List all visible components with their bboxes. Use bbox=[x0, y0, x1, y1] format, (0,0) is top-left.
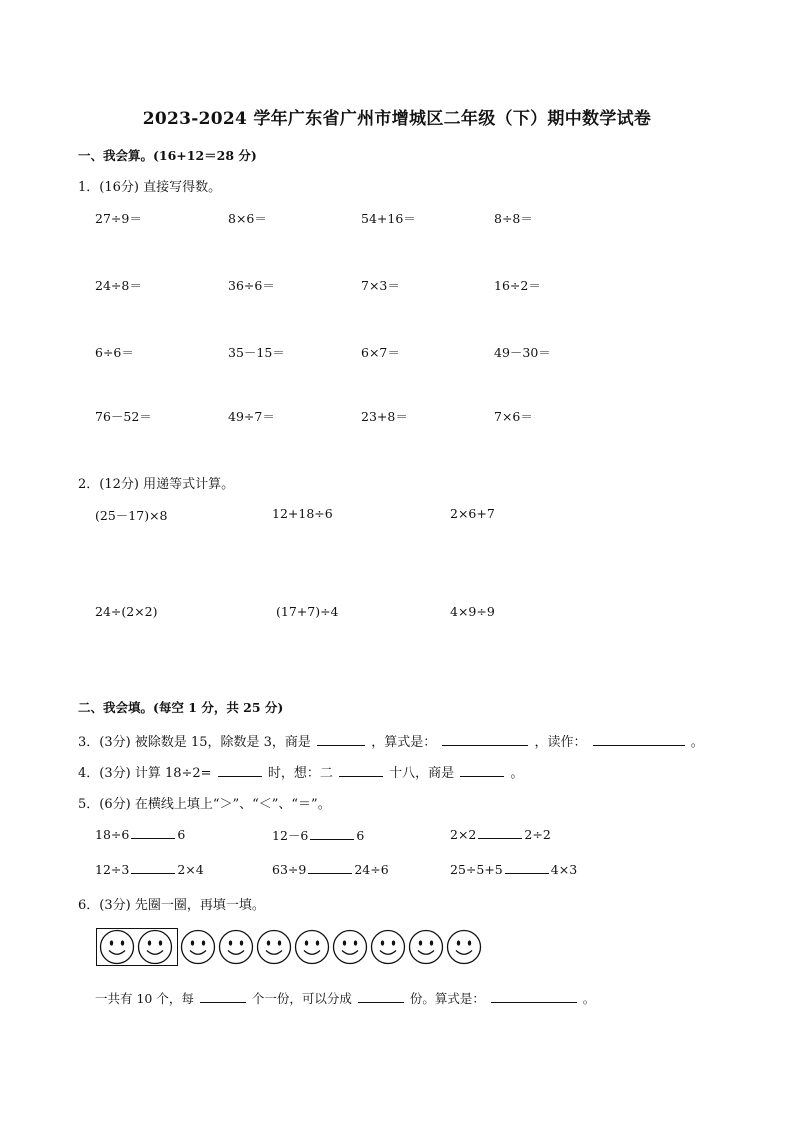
smiley-faces-row bbox=[96, 926, 484, 968]
q1-item: 36÷6＝ bbox=[228, 278, 275, 293]
q1-item: 49÷7＝ bbox=[228, 409, 275, 424]
smiley-face-icon[interactable] bbox=[99, 929, 135, 965]
smiley-face-icon[interactable] bbox=[408, 929, 444, 965]
question-3 bbox=[78, 731, 704, 750]
question-4 bbox=[78, 762, 523, 781]
q5-right: 24÷6 bbox=[354, 862, 389, 877]
q1-item: 7×3＝ bbox=[361, 278, 400, 293]
q2-item: (17+7)÷4 bbox=[276, 604, 339, 619]
q6-answer-blank[interactable] bbox=[200, 990, 246, 1003]
q6-text-b: 个一份，可以分成 bbox=[251, 991, 352, 1006]
q2-item: 2×6+7 bbox=[450, 506, 495, 521]
q3-answer-blank[interactable] bbox=[442, 733, 528, 746]
q1-item: 8×6＝ bbox=[228, 211, 267, 226]
q4-answer-blank[interactable] bbox=[339, 764, 383, 777]
smiley-face-icon[interactable] bbox=[137, 929, 173, 965]
q1-item: 76－52＝ bbox=[95, 409, 152, 424]
q4-answer-blank[interactable] bbox=[460, 764, 504, 777]
q3-text-d: 。 bbox=[690, 735, 704, 750]
q4-text-d: 。 bbox=[510, 766, 524, 781]
q1-item: 6÷6＝ bbox=[95, 345, 134, 360]
smiley-face-icon[interactable] bbox=[218, 929, 254, 965]
q5-compare-item bbox=[272, 826, 364, 844]
q6-text-a: 一共有 10 个，每 bbox=[95, 991, 194, 1006]
q1-item: 54+16＝ bbox=[361, 211, 416, 226]
q5-answer-blank[interactable] bbox=[505, 861, 549, 874]
q5-right: 2÷2 bbox=[524, 827, 551, 842]
question-1-prompt: 1．(16分) 直接写得数。 bbox=[78, 180, 222, 195]
q5-compare-item bbox=[450, 861, 577, 877]
q5-left: 63÷9 bbox=[272, 862, 307, 877]
section-1-heading: 一、我会算。(16+12＝28 分) bbox=[78, 148, 257, 163]
q5-right: 4×3 bbox=[550, 862, 578, 877]
q5-right: 6 bbox=[356, 828, 365, 843]
q5-right: 2×4 bbox=[177, 862, 204, 877]
q2-item: 4×9÷9 bbox=[450, 604, 495, 619]
question-2-prompt: 2．(12分) 用递等式计算。 bbox=[78, 477, 235, 492]
q5-compare-item bbox=[272, 861, 389, 877]
q3-text-c: ，读作： bbox=[534, 735, 587, 750]
q4-text-a: 4．(3分) 计算 18÷2= bbox=[78, 766, 212, 781]
q2-item: 24÷(2×2) bbox=[95, 604, 158, 619]
smiley-face-icon[interactable] bbox=[180, 929, 216, 965]
q5-left: 2×2 bbox=[450, 827, 477, 842]
q1-item: 16÷2＝ bbox=[494, 278, 541, 293]
q5-right: 6 bbox=[177, 827, 186, 842]
q3-answer-blank[interactable] bbox=[317, 733, 365, 746]
q5-left: 18÷6 bbox=[95, 827, 130, 842]
q1-item: 23+8＝ bbox=[361, 409, 408, 424]
smiley-face-icon[interactable] bbox=[294, 929, 330, 965]
question-6-fill bbox=[95, 989, 595, 1007]
q4-answer-blank[interactable] bbox=[218, 764, 262, 777]
q5-answer-blank[interactable] bbox=[308, 861, 352, 874]
circled-group-box bbox=[96, 928, 178, 966]
q1-item: 7×6＝ bbox=[494, 409, 533, 424]
q5-compare-item bbox=[450, 826, 551, 842]
q5-compare-item bbox=[95, 861, 204, 877]
smiley-face-icon[interactable] bbox=[370, 929, 406, 965]
q1-item: 35－15＝ bbox=[228, 345, 285, 360]
q2-item: (25－17)×8 bbox=[95, 508, 168, 523]
smiley-face-icon[interactable] bbox=[256, 929, 292, 965]
q5-answer-blank[interactable] bbox=[310, 827, 354, 840]
q6-answer-blank[interactable] bbox=[491, 990, 577, 1003]
section-2-heading: 二、我会填。(每空 1 分，共 25 分) bbox=[78, 700, 284, 715]
q3-text-b: ，算式是： bbox=[371, 735, 437, 750]
q1-item: 24÷8＝ bbox=[95, 278, 142, 293]
q1-item: 49－30＝ bbox=[494, 345, 551, 360]
question-6-prompt: 6．(3分) 先圈一圈，再填一填。 bbox=[78, 898, 265, 913]
question-5-prompt: 5．(6分) 在横线上填上“＞”、“＜”、“＝”。 bbox=[78, 797, 331, 812]
q5-left: 25÷5+5 bbox=[450, 862, 503, 877]
q4-text-c: 十八，商是 bbox=[389, 766, 455, 781]
q6-text-d: 。 bbox=[582, 991, 596, 1006]
q6-answer-blank[interactable] bbox=[358, 990, 404, 1003]
q6-text-c: 份。算式是： bbox=[409, 991, 485, 1006]
q1-item: 27÷9＝ bbox=[95, 211, 142, 226]
q5-left: 12÷3 bbox=[95, 862, 130, 877]
q5-answer-blank[interactable] bbox=[478, 826, 522, 839]
page-title: 2023-2024 学年广东省广州市增城区二年级（下）期中数学试卷 bbox=[142, 109, 652, 129]
q5-answer-blank[interactable] bbox=[131, 861, 175, 874]
smiley-face-icon[interactable] bbox=[446, 929, 482, 965]
smiley-face-icon[interactable] bbox=[332, 929, 368, 965]
q5-answer-blank[interactable] bbox=[131, 826, 175, 839]
q5-compare-item bbox=[95, 826, 185, 842]
q1-item: 6×7＝ bbox=[361, 345, 400, 360]
q5-left: 12－6 bbox=[272, 828, 309, 843]
q3-text-a: 3．(3分) 被除数是 15，除数是 3，商是 bbox=[78, 735, 311, 750]
q1-item: 8÷8＝ bbox=[494, 211, 533, 226]
q2-item: 12+18÷6 bbox=[272, 506, 333, 521]
q3-answer-blank[interactable] bbox=[593, 733, 685, 746]
q4-text-b: 时，想：二 bbox=[267, 766, 333, 781]
